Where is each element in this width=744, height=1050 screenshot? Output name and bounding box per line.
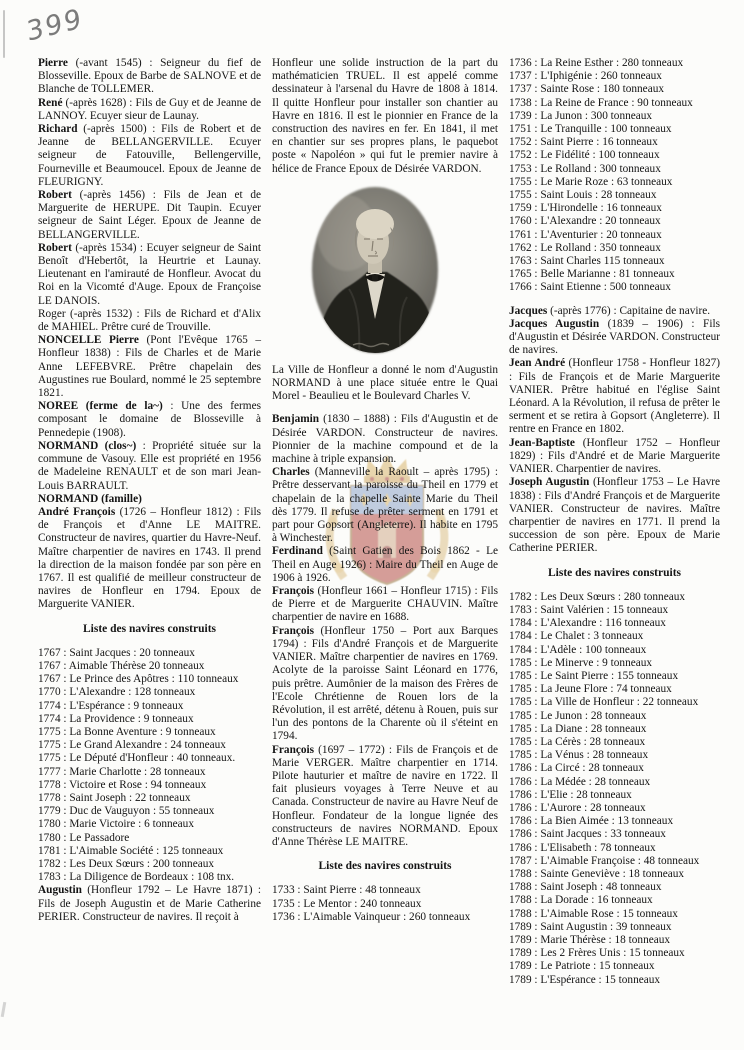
ship-list-item: 1774 : L'Espérance : 9 tonneaux	[38, 699, 184, 712]
ship-list-item: 1789 : L'Espérance : 15 tonneaux	[509, 973, 661, 986]
entry-text: (Pont l'Evêque 1765 – Honfleur 1838) : Fils de Charles et de Marie Anne LEFEBVRE. Prêtre chapelain des Augustines rue Boulard, nommé le 25 septembre 1821.	[38, 334, 261, 400]
entry-name: François	[272, 585, 315, 598]
ship-list-heading: Liste des navires construits	[548, 566, 681, 579]
entry-paragraph	[509, 305, 720, 318]
entry-text: Roger (-après 1532) : Fils de Richard et d'Alix de MAHIEL. Prêtre curé de Trouville.	[38, 307, 261, 334]
entry-text: (1839 – 1906) : Fils d'Augustin et Désirée VARDON. Constructeur de navires.	[509, 317, 720, 357]
ship-list-item: 1767 : Aimable Thérèse 20 tonneaux	[38, 659, 205, 672]
ship-list-item: 1778 : Saint Joseph : 22 tonneaux	[38, 791, 191, 804]
ship-list-item: 1786 : La Bien Aimée : 13 tonneaux	[509, 815, 674, 828]
entry-name: Richard	[38, 123, 78, 136]
entry-text: (1830 – 1888) : Fils d'Augustin et de Désirée VARDON. Constructeur de navires. Pionnier de la machine compound et de la machine à triple expansion.	[272, 413, 498, 466]
ship-list-item: 1737 : Sainte Rose : 180 tonneaux	[509, 83, 665, 96]
ship-list-item: 1782 : Les Deux Sœurs : 200 tonneaux	[38, 857, 215, 870]
place-naming-paragraph: La Ville de Honfleur a donné le nom d'Augustin NORMAND à une place située entre le Quai Morel - Beaulieu et le Boulevard Charles V.	[272, 363, 498, 403]
entry-paragraph	[509, 437, 720, 477]
entry-text: (Honfleur 1750 – Port aux Barques 1794) : Fils d'André François et de Marguerite VANIER. Maître charpentier de navires en 1769. Acolyte de la paroisse Saint Léonard en 1776, puis prêtre. Aumônier de la maison des Frères de l'Ecole Chrétienne de Rouen lors de la Révolution, il est arrêté, détenu à Rouen, puis sur l'un des pontons de la Charente où il s'éteint en 1794.	[272, 624, 498, 743]
family-entries	[272, 413, 498, 849]
ship-list-item: 1786 : La Médée : 28 tonneaux	[509, 775, 651, 788]
ship-list-item: 1735 : Le Mentor : 240 tonneaux	[272, 897, 422, 910]
entry-text: (-après 1776) : Capitaine de navire.	[547, 304, 711, 317]
ship-list-item: 1775 : Le Député d'Honfleur : 40 tonneaux.	[38, 752, 236, 765]
ship-list-item: 1752 : Saint Pierre : 16 tonneaux	[509, 136, 658, 149]
ship-list-item: 1783 : La Diligence de Bordeaux : 108 tnx.	[38, 871, 235, 884]
ship-list-item: 1765 : Belle Marianne : 81 tonneaux	[509, 268, 675, 281]
entry-name: NOREE (ferme de la~)	[38, 400, 163, 413]
entry-text: (Honfleur 1752 – Honfleur 1829) : Fils d'André et de Marie Marguerite VANIER. Charpentier de navires.	[509, 436, 720, 476]
entry-text: (Honfleur 1753 – Le Havre 1838) : Fils d'André François et de Marguerite VANIER. Constructeur de navires. Maître charpentier de navires en 1771. Il prend la succession de son père. Epoux de Marie Catherine PERIER.	[509, 476, 720, 555]
column-2	[272, 57, 498, 924]
ship-list-item: 1785 : La Ville de Honfleur : 22 tonneaux	[509, 696, 699, 709]
column-1	[38, 57, 261, 924]
entry-paragraph-noncelle	[38, 334, 261, 400]
ship-list-item: 1736 : La Reine Esther : 280 tonneaux	[509, 57, 684, 69]
entry-name: Pierre	[38, 57, 68, 69]
ship-list-item: 1777 : Marie Charlotte : 28 tonneaux	[38, 765, 206, 778]
entry-name: Jean-Baptiste	[509, 436, 575, 449]
continuation-paragraph: Honfleur une solide instruction de la part du mathématicien TRUEL. Il est appelé comme dessinateur à l'arsenal du Havre de 1808 à 1814. Il quitte Honfleur pour installer son chantier au Havre en 1816. Il est le pionnier en France de la construction des navires en fer. En 1841, il met en chantier sur ses propres plans, le paquebot poste « Napoléon » qui fut le premier navire à hélice de France Epoux de Désirée VARDON.	[272, 57, 498, 175]
entry-text: (Honfleur 1661 – Honfleur 1715) : Fils de Pierre et de Marguerite CHAUVIN. Maître charpentier de navire en 1688.	[272, 585, 498, 624]
entry-text: (Honfleur 1792 – Le Havre 1871) : Fils de Joseph Augustin et de Marie Catherine PERIER. Constructeur de navires. Il reçoit à	[38, 884, 261, 923]
family-entries	[509, 305, 720, 556]
ship-list-item: 1786 : L'Elie : 28 tonneaux	[509, 788, 632, 801]
ship-list-item: 1774 : La Providence : 9 tonneaux	[38, 712, 194, 725]
ship-list-item: 1780 : Marie Victoire : 6 tonneaux	[38, 818, 194, 831]
ship-list-item: 1789 : Saint Augustin : 39 tonneaux	[509, 920, 672, 933]
ship-list-item: 1789 : Le Patriote : 15 tonneaux	[509, 960, 655, 973]
column-3	[509, 57, 720, 987]
ship-list-item: 1760 : L'Alexandre : 20 tonneaux	[509, 215, 661, 228]
ship-list	[272, 884, 498, 924]
entry-name: Charles	[272, 466, 310, 479]
ship-list-item: 1786 : La Circé : 28 tonneaux	[509, 762, 644, 775]
entry-name: NORMAND (famille)	[38, 492, 142, 505]
ship-list-item: 1767 : Le Prince des Apôtres : 110 tonneaux	[38, 673, 239, 686]
ship-list	[509, 591, 720, 987]
entry-text: : Propriété située sur la commune de Vasouy. Elle est propriété en 1956 de Madeleine RENAULT et de son mari Jean-Louis BARRAULT.	[38, 439, 261, 492]
ship-list-item: 1739 : La Junon : 300 tonneaux	[509, 109, 653, 122]
ship-list-item: 1788 : La Dorade : 16 tonneaux	[509, 894, 653, 907]
entry-header-normand-famille	[38, 493, 261, 506]
entry-text: (-après 1628) : Fils de Guy et de Jeanne de LANNOY. Ecuyer sieur de Launay.	[38, 96, 261, 122]
entry-text: (Saint Gatien des Bois 1862 - Le Theil en Auge 1926) : Maire du Theil en Auge de 1906 à 1926.	[272, 545, 498, 584]
ship-list-item: 1780 : Le Passadore	[38, 831, 130, 844]
portrait-photo	[309, 185, 441, 355]
ship-list-item: 1766 : Saint Etienne : 500 tonneaux	[509, 281, 671, 294]
ship-list-item: 1775 : Le Grand Alexandre : 24 tonneaux	[38, 739, 226, 752]
ship-list-item: 1788 : L'Aimable Rose : 15 tonneaux	[509, 907, 678, 920]
lineage-entries	[38, 57, 261, 334]
entry-paragraph-normand-clos	[38, 440, 261, 493]
entry-paragraph	[509, 318, 720, 358]
ship-list-item: 1786 : L'Elisabeth : 78 tonneaux	[509, 841, 656, 854]
ship-list-item: 1789 : Marie Thérèse : 18 tonneaux	[509, 934, 671, 946]
handwritten-page-number: 399	[25, 2, 85, 49]
ship-list-item: 1789 : Les 2 Frères Unis : 15 tonneaux	[509, 947, 685, 960]
entry-text: (-après 1534) : Ecuyer seigneur de Saint Benoît d'Hebertôt, la Heurtrie et Launay. Lieutenant en l'amirauté de Honfleur. Avocat du Roi en la Vicomté d'Auge. Epoux de Françoise LE DANOIS.	[38, 241, 261, 307]
ship-list-item: 1786 : L'Aurore : 28 tonneaux	[509, 801, 646, 814]
ship-list-item: 1785 : La Vénus : 28 tonneaux	[509, 749, 649, 762]
entry-name: NONCELLE Pierre	[38, 334, 139, 347]
ship-list-item: 1788 : Sainte Geneviève : 18 tonneaux	[509, 867, 685, 880]
ship-list-item: 1785 : Le Saint Pierre : 155 tonneaux	[509, 669, 679, 682]
ship-list-item: 1785 : La Jeune Flore : 74 tonneaux	[509, 683, 672, 696]
entry-paragraph	[509, 357, 720, 436]
entry-text: (-avant 1545) : Seigneur du fief de Blosseville. Epoux de Barbe de SALNOVE et de Blanche de TOLLEMER.	[38, 57, 261, 96]
scan-artifact-line	[3, 10, 5, 58]
entry-name: Jacques Augustin	[509, 317, 600, 330]
entry-paragraph	[272, 744, 498, 850]
entry-text: : Une des fermes composant le domaine de Blosseville à Pennedepie (1908).	[38, 400, 261, 439]
entry-name: Augustin	[38, 884, 82, 897]
ship-list	[509, 57, 720, 295]
entry-name: NORMAND (clos~)	[38, 439, 137, 452]
entry-paragraph	[38, 189, 261, 242]
entry-paragraph-andre-francois	[38, 506, 261, 612]
entry-name: François	[272, 624, 315, 637]
ship-list-item: 1782 : Les Deux Sœurs : 280 tonneaux	[509, 590, 686, 603]
ship-list-item: 1785 : La Cérès : 28 tonneaux	[509, 735, 646, 748]
ship-list-item: 1762 : Le Rolland : 350 tonneaux	[509, 241, 661, 254]
ship-list-item: 1785 : Le Minerve : 9 tonneaux	[509, 656, 653, 669]
ship-list-item: 1761 : L'Aventurier : 20 tonneaux	[509, 228, 662, 241]
entry-paragraph	[272, 545, 498, 585]
entry-name: François	[272, 743, 315, 756]
entry-name: Benjamin	[272, 413, 320, 426]
ship-list-item: 1775 : La Bonne Aventure : 9 tonneaux	[38, 725, 216, 738]
ship-list-item: 1736 : L'Aimable Vainqueur : 260 tonneaux	[272, 910, 471, 923]
entry-paragraph	[272, 466, 498, 545]
ship-list-item: 1759 : L'Hirondelle : 16 tonneaux	[509, 202, 662, 215]
entry-paragraph	[272, 585, 498, 625]
entry-name: Joseph Augustin	[509, 476, 590, 489]
ship-list-item: 1767 : Saint Jacques : 20 tonneaux	[38, 646, 195, 659]
entry-paragraph	[38, 97, 261, 123]
ship-list-item: 1784 : L'Adèle : 100 tonneaux	[509, 643, 647, 656]
entry-name: Jacques	[509, 304, 548, 317]
ship-list-item: 1784 : Le Chalet : 3 tonneaux	[509, 630, 644, 643]
entry-paragraph	[38, 308, 261, 334]
ship-list-item: 1778 : Victoire et Rose : 94 tonneaux	[38, 778, 207, 791]
ship-list-item: 1783 : Saint Valérien : 15 tonneaux	[509, 603, 669, 616]
ship-list-item: 1770 : L'Alexandre : 128 tonneaux	[38, 686, 196, 699]
ship-list-heading: Liste des navires construits	[318, 860, 452, 873]
entry-text: (-après 1456) : Fils de Jean et de Marguerite de HERUPE. Dit Taupin. Ecuyer seigneur de Saint Léger. Epoux de Jeanne de BELLANGERVILLE.	[38, 189, 261, 241]
ship-list-item: 1752 : Le Fidélité : 100 tonneaux	[509, 149, 660, 162]
entry-name: Jean André	[509, 357, 566, 370]
ship-list-item: 1785 : La Diane : 28 tonneaux	[509, 722, 647, 735]
entry-paragraph	[38, 57, 261, 97]
entry-paragraph-augustin	[38, 884, 261, 924]
ship-list-item: 1788 : Saint Joseph : 48 tonneaux	[509, 881, 662, 894]
entry-name: André François	[38, 505, 116, 518]
ship-list-item: 1751 : Le Tranquille : 100 tonneaux	[509, 123, 672, 136]
entry-name: Robert	[38, 241, 72, 254]
entry-text: (Manneville la Raoult – après 1795) : Prêtre desservant la paroisse du Theil en 1779 et chapelain de la chapelle Sainte Marie du Theil dès 1779. Il refuse de prêter serment en 1791 et part pour Gopsort (Angleterre). Il habite en 1795 à Winchester.	[272, 466, 498, 545]
ship-list-item: 1781 : L'Aimable Société : 125 tonneaux	[38, 844, 224, 857]
entry-text: (Honfleur 1758 - Honfleur 1827) : Fils de François et de Marie Marguerite VANIER. Prêtre habitué en l'église Saint Léonard. A la Révolution, il refusa de prêter le serment et se retira à Gopsort (Angleterre). Il rentre en France en 1802.	[509, 357, 721, 436]
ship-list-item: 1787 : L'Aimable Françoise : 48 tonneaux	[509, 854, 700, 867]
entry-text: (1726 – Honfleur 1812) : Fils de François et d'Anne LE MAITRE. Constructeur de navires, quartier du Havre-Neuf. Maître charpentier de navires en 1743. Il prend la direction de la maison fondée par son père en 1767. Il est qualifié de meilleur constructeur de navires de Honfleur en 1794. Epoux de Marguerite VANIER.	[38, 505, 261, 611]
ship-list-item: 1737 : L'Iphigénie : 260 tonneaux	[509, 70, 662, 83]
entry-paragraph	[272, 413, 498, 466]
ship-list-item: 1779 : Duc de Vauguyon : 55 tonneaux	[38, 805, 215, 818]
entry-paragraph	[272, 625, 498, 744]
entry-paragraph	[38, 123, 261, 189]
ship-list	[38, 647, 261, 885]
ship-list-heading: Liste des navires construits	[83, 622, 216, 635]
ship-list-item: 1755 : Saint Louis : 28 tonneaux	[509, 189, 657, 202]
ship-list-item: 1753 : Le Rolland : 300 tonneaux	[509, 162, 661, 175]
entry-paragraph	[509, 476, 720, 555]
scan-artifact-mark	[1, 1002, 7, 1017]
ship-list-item: 1755 : Le Marie Roze : 63 tonneaux	[509, 175, 673, 188]
ship-list-item: 1763 : Saint Charles 115 tonneaux	[509, 255, 665, 268]
entry-paragraph	[38, 242, 261, 308]
entry-text: (-après 1500) : Fils de Robert et de Jeanne de BELLANGERVILLE. Ecuyer seigneur de Fatouville, Bellengerville, Fourneville et Beaumoucel. Epoux de Jeanne de FLEURIGNY.	[38, 123, 261, 188]
entry-name: Ferdinand	[272, 545, 323, 558]
ship-list-item: 1733 : Saint Pierre : 48 tonneaux	[272, 884, 421, 897]
ship-list-item: 1738 : La Reine de France : 90 tonneaux	[509, 96, 693, 109]
ship-list-item: 1785 : Le Junon : 28 tonneaux	[509, 709, 647, 722]
ship-list-item: 1786 : Saint Jacques : 33 tonneaux	[509, 828, 666, 841]
ship-list-item: 1784 : L'Alexandre : 116 tonneaux	[509, 617, 666, 630]
entry-text: (1697 – 1772) : Fils de François et de Marie VERGER. Maître charpentier en 1714. Pilote hauturier et maître de navire en 1722. Il fait plusieurs voyages à Terre Neuve et au Canada. Constructeur de navire au Havre Neuf de Honfleur. Fondateur de la longue lignée des constructeurs de navires NORMAND. Epoux d'Anne Thérèse LE MAITRE.	[272, 743, 498, 848]
entry-name: Robert	[38, 189, 72, 202]
entry-name: René	[38, 96, 63, 109]
entry-paragraph-noree	[38, 400, 261, 440]
